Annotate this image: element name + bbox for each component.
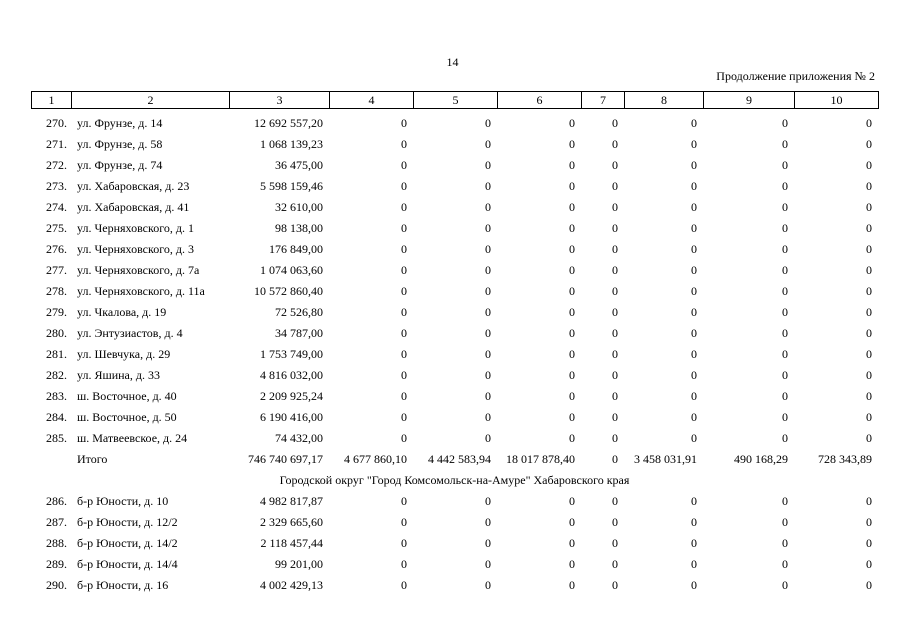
section-row: [31, 470, 878, 491]
value-cell: 0: [691, 515, 697, 529]
value-cell: 0: [612, 284, 618, 298]
address-cell: ул. Черняховского, д. 1: [77, 221, 194, 235]
value-cell: 0: [866, 431, 872, 445]
column-header: 10: [795, 92, 879, 109]
value-cell: 0: [866, 557, 872, 571]
value-cell: 0: [401, 200, 407, 214]
row-number: 270.: [46, 116, 67, 130]
value-cell: 0: [866, 200, 872, 214]
value-cell: 0: [569, 116, 575, 130]
value-cell: 0: [782, 389, 788, 403]
value-cell: 0: [401, 242, 407, 256]
value-cell: 0: [866, 536, 872, 550]
column-header: 1: [32, 92, 72, 109]
value-cell: 0: [569, 536, 575, 550]
value-cell: 0: [401, 116, 407, 130]
value-cell: 0: [569, 431, 575, 445]
value-cell: 0: [569, 158, 575, 172]
rows-group-b: [31, 491, 878, 596]
table-row: [31, 533, 878, 554]
value-cell: 0: [782, 242, 788, 256]
value-cell: 0: [866, 326, 872, 340]
table-row: [31, 218, 878, 239]
total-value: 746 740 697,17: [248, 452, 323, 466]
value-cell: 0: [782, 557, 788, 571]
column-header: 3: [230, 92, 330, 109]
value-cell: 0: [612, 515, 618, 529]
value-cell: 0: [866, 137, 872, 151]
value-cell: 0: [866, 515, 872, 529]
value-cell: 0: [691, 389, 697, 403]
value-cell: 0: [569, 305, 575, 319]
column-header: 5: [414, 92, 498, 109]
address-cell: ш. Матвеевское, д. 24: [77, 431, 188, 445]
value-cell: 10 572 860,40: [254, 284, 323, 298]
value-cell: 0: [485, 305, 491, 319]
value-cell: 0: [485, 116, 491, 130]
value-cell: 0: [782, 137, 788, 151]
value-cell: 0: [569, 200, 575, 214]
row-number: 278.: [46, 284, 67, 298]
total-number-cell: [31, 449, 71, 470]
value-cell: 74 432,00: [275, 431, 323, 445]
value-cell: 0: [866, 389, 872, 403]
table-row: [31, 512, 878, 533]
value-cell: 2 209 925,24: [260, 389, 323, 403]
value-cell: 0: [569, 137, 575, 151]
value-cell: 0: [612, 221, 618, 235]
total-value: 4 442 583,94: [428, 452, 491, 466]
value-cell: 1 074 063,60: [260, 263, 323, 277]
value-cell: 0: [782, 347, 788, 361]
value-cell: 0: [485, 536, 491, 550]
value-cell: 0: [569, 410, 575, 424]
value-cell: 0: [691, 263, 697, 277]
value-cell: 4 982 817,87: [260, 494, 323, 508]
column-header: 7: [582, 92, 625, 109]
value-cell: 4 002 429,13: [260, 578, 323, 592]
column-header: 6: [498, 92, 582, 109]
value-cell: 0: [401, 347, 407, 361]
value-cell: 0: [691, 284, 697, 298]
value-cell: 0: [866, 284, 872, 298]
table-row: [31, 176, 878, 197]
address-cell: ул. Яшина, д. 33: [77, 368, 160, 382]
table-row: [31, 239, 878, 260]
total-row: [31, 449, 878, 470]
address-cell: ул. Черняховского, д. 7а: [77, 263, 200, 277]
value-cell: 0: [612, 137, 618, 151]
value-cell: 0: [782, 179, 788, 193]
total-value: 728 343,89: [818, 452, 872, 466]
value-cell: 0: [401, 536, 407, 550]
value-cell: 0: [569, 263, 575, 277]
value-cell: 0: [485, 389, 491, 403]
value-cell: 0: [485, 368, 491, 382]
row-number: 284.: [46, 410, 67, 424]
column-header-table: [31, 91, 879, 109]
value-cell: 0: [401, 410, 407, 424]
total-value: 490 168,29: [734, 452, 788, 466]
value-cell: 0: [485, 221, 491, 235]
value-cell: 0: [691, 326, 697, 340]
value-cell: 0: [485, 137, 491, 151]
data-table: [31, 113, 878, 596]
value-cell: 0: [485, 494, 491, 508]
value-cell: 0: [485, 557, 491, 571]
value-cell: 0: [782, 221, 788, 235]
value-cell: 0: [401, 284, 407, 298]
table-row: [31, 428, 878, 449]
row-number: 276.: [46, 242, 67, 256]
value-cell: 0: [691, 137, 697, 151]
table-row: [31, 197, 878, 218]
table-row: [31, 491, 878, 512]
value-cell: 34 787,00: [275, 326, 323, 340]
value-cell: 2 329 665,60: [260, 515, 323, 529]
value-cell: 0: [782, 263, 788, 277]
table-row: [31, 113, 878, 134]
value-cell: 0: [401, 137, 407, 151]
row-number: 274.: [46, 200, 67, 214]
value-cell: 0: [569, 368, 575, 382]
value-cell: 0: [691, 305, 697, 319]
value-cell: 0: [866, 305, 872, 319]
value-cell: 0: [866, 116, 872, 130]
value-cell: 0: [782, 305, 788, 319]
value-cell: 0: [612, 116, 618, 130]
value-cell: 0: [401, 578, 407, 592]
value-cell: 0: [866, 221, 872, 235]
value-cell: 0: [691, 536, 697, 550]
value-cell: 176 849,00: [269, 242, 323, 256]
address-cell: б-р Юности, д. 12/2: [77, 515, 178, 529]
value-cell: 0: [401, 431, 407, 445]
value-cell: 0: [612, 368, 618, 382]
row-number: 272.: [46, 158, 67, 172]
value-cell: 6 190 416,00: [260, 410, 323, 424]
value-cell: 0: [569, 389, 575, 403]
value-cell: 0: [612, 305, 618, 319]
value-cell: 0: [485, 431, 491, 445]
value-cell: 0: [569, 221, 575, 235]
value-cell: 0: [612, 410, 618, 424]
row-number: 282.: [46, 368, 67, 382]
column-header: 8: [625, 92, 704, 109]
value-cell: 0: [612, 326, 618, 340]
row-number: 289.: [46, 557, 67, 571]
value-cell: 0: [612, 494, 618, 508]
page-number: 14: [446, 55, 459, 69]
value-cell: 0: [401, 515, 407, 529]
address-cell: ш. Восточное, д. 40: [77, 389, 177, 403]
row-number: 271.: [46, 137, 67, 151]
value-cell: 0: [612, 431, 618, 445]
address-cell: б-р Юности, д. 10: [77, 494, 169, 508]
value-cell: 0: [691, 557, 697, 571]
address-cell: ул. Черняховского, д. 3: [77, 242, 194, 256]
value-cell: 0: [782, 431, 788, 445]
address-cell: б-р Юности, д. 16: [77, 578, 169, 592]
address-cell: ул. Фрунзе, д. 74: [77, 158, 163, 172]
value-cell: 0: [569, 494, 575, 508]
value-cell: 0: [866, 179, 872, 193]
value-cell: 0: [782, 410, 788, 424]
address-cell: б-р Юности, д. 14/4: [77, 557, 178, 571]
value-cell: 0: [782, 284, 788, 298]
value-cell: 0: [569, 326, 575, 340]
value-cell: 0: [866, 578, 872, 592]
value-cell: 72 526,80: [275, 305, 323, 319]
value-cell: 0: [612, 200, 618, 214]
value-cell: 0: [691, 368, 697, 382]
address-cell: ул. Энтузиастов, д. 4: [77, 326, 183, 340]
row-number: 281.: [46, 347, 67, 361]
row-number: 286.: [46, 494, 67, 508]
value-cell: 0: [691, 578, 697, 592]
value-cell: 0: [691, 347, 697, 361]
address-cell: ул. Шевчука, д. 29: [77, 347, 171, 361]
value-cell: 0: [866, 410, 872, 424]
value-cell: 12 692 557,20: [254, 116, 323, 130]
total-value: 3 458 031,91: [634, 452, 697, 466]
total-group: [31, 449, 878, 491]
value-cell: 0: [485, 242, 491, 256]
value-cell: 0: [782, 515, 788, 529]
value-cell: 0: [866, 263, 872, 277]
row-number: 283.: [46, 389, 67, 403]
value-cell: 0: [691, 410, 697, 424]
value-cell: 0: [485, 410, 491, 424]
table-row: [31, 386, 878, 407]
address-cell: ул. Фрунзе, д. 58: [77, 137, 163, 151]
value-cell: 1 753 749,00: [260, 347, 323, 361]
value-cell: 0: [691, 116, 697, 130]
column-header: 4: [330, 92, 414, 109]
column-header: 9: [704, 92, 795, 109]
address-cell: ул. Фрунзе, д. 14: [77, 116, 163, 130]
row-number: 280.: [46, 326, 67, 340]
value-cell: 0: [866, 158, 872, 172]
value-cell: 0: [612, 158, 618, 172]
value-cell: 0: [866, 368, 872, 382]
row-number: 279.: [46, 305, 67, 319]
rows-group-a: [31, 113, 878, 449]
value-cell: 36 475,00: [275, 158, 323, 172]
value-cell: 0: [782, 200, 788, 214]
table-row: [31, 134, 878, 155]
value-cell: 0: [782, 326, 788, 340]
row-number: 275.: [46, 221, 67, 235]
value-cell: 0: [691, 431, 697, 445]
value-cell: 0: [782, 536, 788, 550]
value-cell: 0: [691, 200, 697, 214]
value-cell: 0: [612, 578, 618, 592]
value-cell: 0: [485, 578, 491, 592]
column-header: 2: [72, 92, 230, 109]
value-cell: 0: [866, 347, 872, 361]
table-row: [31, 323, 878, 344]
value-cell: 0: [612, 263, 618, 277]
continuation-label: Продолжение приложения № 2: [716, 69, 875, 83]
table-row: [31, 407, 878, 428]
value-cell: 0: [569, 179, 575, 193]
row-number: 285.: [46, 431, 67, 445]
address-cell: ул. Черняховского, д. 11а: [77, 284, 205, 298]
value-cell: 0: [401, 494, 407, 508]
table-row: [31, 281, 878, 302]
value-cell: 0: [401, 179, 407, 193]
value-cell: 0: [612, 179, 618, 193]
value-cell: 0: [612, 557, 618, 571]
value-cell: 0: [569, 515, 575, 529]
value-cell: 0: [485, 179, 491, 193]
value-cell: 0: [401, 389, 407, 403]
value-cell: 2 118 457,44: [260, 536, 323, 550]
table-row: [31, 575, 878, 596]
value-cell: 0: [569, 557, 575, 571]
value-cell: 0: [401, 305, 407, 319]
value-cell: 0: [569, 284, 575, 298]
value-cell: 0: [782, 578, 788, 592]
total-value: 4 677 860,10: [344, 452, 407, 466]
value-cell: 0: [401, 557, 407, 571]
address-cell: ул. Хабаровская, д. 41: [77, 200, 190, 214]
value-cell: 0: [612, 347, 618, 361]
table-row: [31, 260, 878, 281]
value-cell: 0: [569, 347, 575, 361]
row-number: 288.: [46, 536, 67, 550]
value-cell: 0: [485, 158, 491, 172]
address-cell: ш. Восточное, д. 50: [77, 410, 177, 424]
value-cell: 0: [691, 158, 697, 172]
value-cell: 0: [691, 494, 697, 508]
value-cell: 0: [782, 116, 788, 130]
value-cell: 0: [569, 578, 575, 592]
value-cell: 0: [485, 263, 491, 277]
table-row: [31, 302, 878, 323]
value-cell: 0: [691, 221, 697, 235]
value-cell: 0: [401, 221, 407, 235]
total-label: Итого: [77, 452, 108, 466]
address-cell: б-р Юности, д. 14/2: [77, 536, 178, 550]
value-cell: 0: [401, 263, 407, 277]
value-cell: 0: [691, 179, 697, 193]
value-cell: 0: [866, 242, 872, 256]
value-cell: 4 816 032,00: [260, 368, 323, 382]
address-cell: ул. Чкалова, д. 19: [77, 305, 167, 319]
value-cell: 5 598 159,46: [260, 179, 323, 193]
value-cell: 0: [612, 536, 618, 550]
address-cell: ул. Хабаровская, д. 23: [77, 179, 190, 193]
value-cell: 99 201,00: [275, 557, 323, 571]
value-cell: 0: [691, 242, 697, 256]
total-value: 0: [612, 452, 618, 466]
table-row: [31, 344, 878, 365]
value-cell: 0: [401, 326, 407, 340]
table-row: [31, 554, 878, 575]
value-cell: 1 068 139,23: [260, 137, 323, 151]
table-row: [31, 155, 878, 176]
row-number: 287.: [46, 515, 67, 529]
row-number: 273.: [46, 179, 67, 193]
value-cell: 0: [612, 389, 618, 403]
row-number: 290.: [46, 578, 67, 592]
value-cell: 0: [782, 158, 788, 172]
section-title: Городской округ "Город Комсомольск-на-Амуре" Хабаровского края: [279, 473, 630, 487]
total-value: 18 017 878,40: [506, 452, 575, 466]
value-cell: 0: [485, 200, 491, 214]
value-cell: 0: [866, 494, 872, 508]
value-cell: 98 138,00: [275, 221, 323, 235]
value-cell: 0: [569, 242, 575, 256]
value-cell: 0: [612, 242, 618, 256]
value-cell: 0: [485, 326, 491, 340]
value-cell: 0: [782, 368, 788, 382]
value-cell: 0: [782, 494, 788, 508]
value-cell: 0: [401, 158, 407, 172]
column-header-row: [32, 92, 879, 109]
value-cell: 32 610,00: [275, 200, 323, 214]
row-number: 277.: [46, 263, 67, 277]
value-cell: 0: [485, 284, 491, 298]
value-cell: 0: [401, 368, 407, 382]
table-row: [31, 365, 878, 386]
value-cell: 0: [485, 515, 491, 529]
value-cell: 0: [485, 347, 491, 361]
